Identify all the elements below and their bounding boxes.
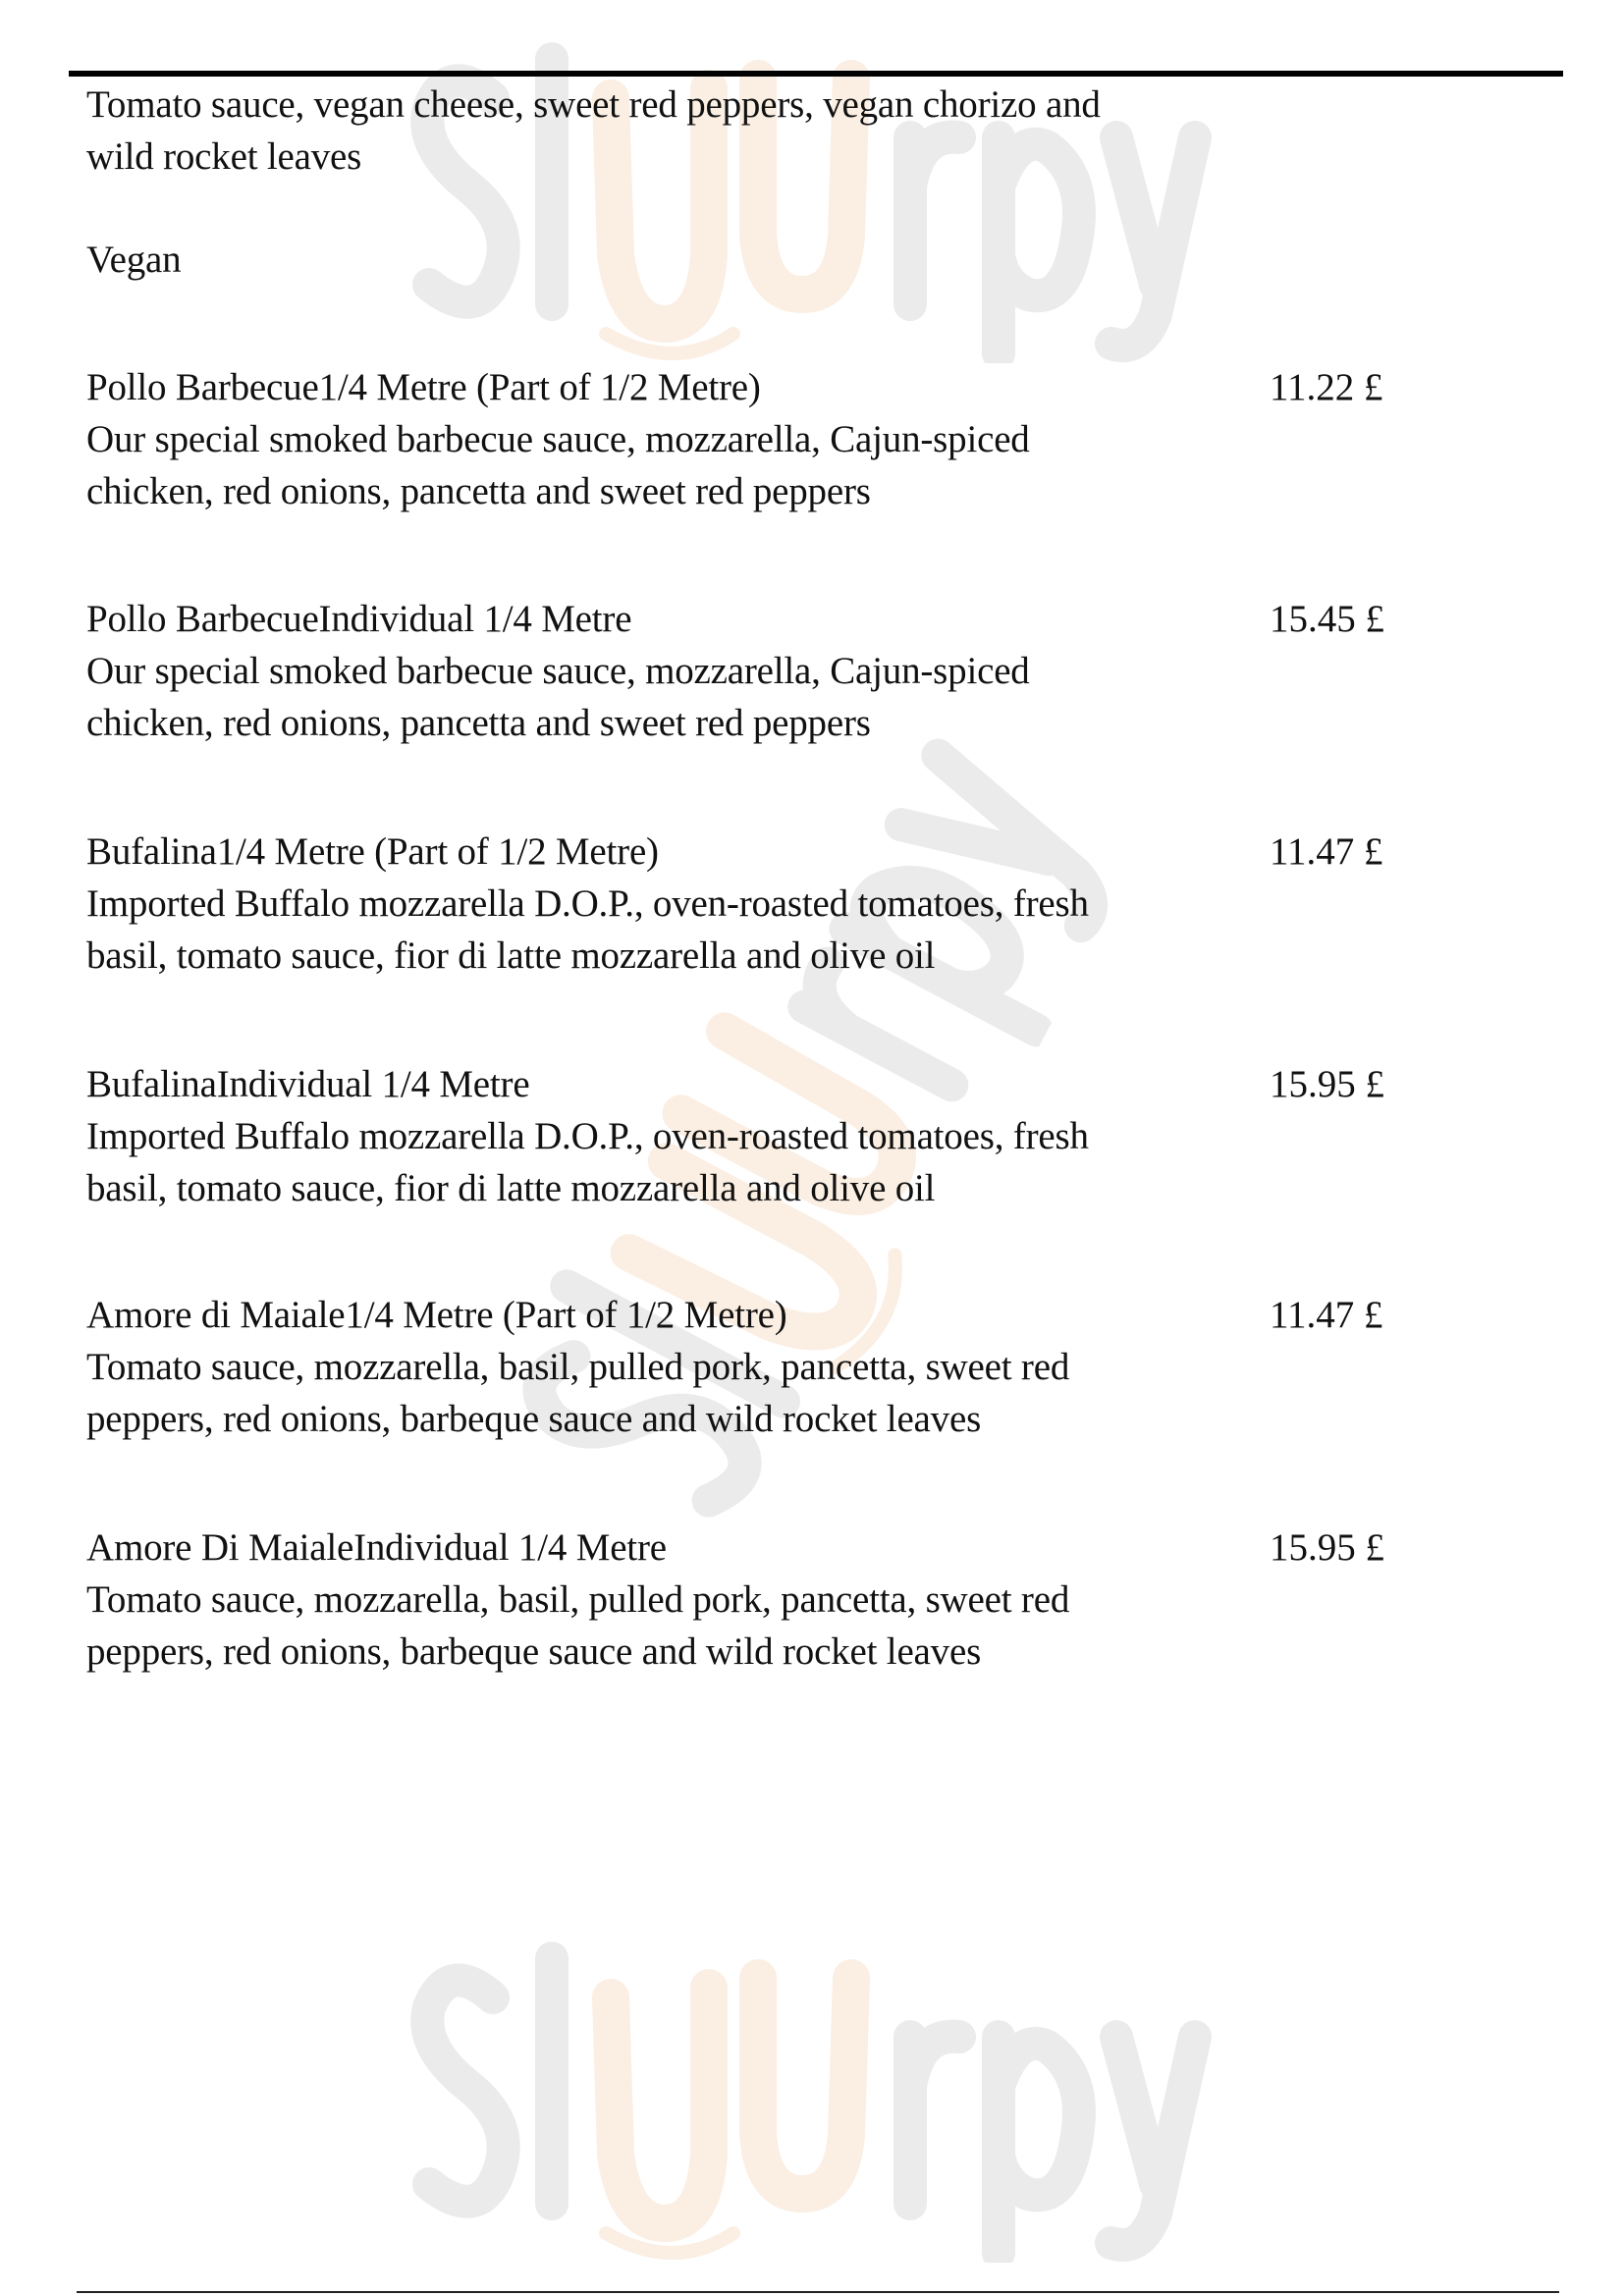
item-description-line: Imported Buffalo mozzarella D.O.P., oven-roasted tomatoes, fresh: [86, 1115, 1089, 1157]
item-description-line: chicken, red onions, pancetta and sweet red peppers: [86, 470, 871, 512]
item-price: 11.47 £: [1270, 1294, 1383, 1336]
item-description-line: basil, tomato sauce, fior di latte mozzarella and olive oil: [86, 934, 936, 977]
menu-item: [86, 361, 1245, 517]
menu-item: [86, 826, 1245, 982]
item-description-line: Our special smoked barbecue sauce, mozzarella, Cajun-spiced: [86, 418, 1030, 460]
item-description-line: chicken, red onions, pancetta and sweet red peppers: [86, 702, 871, 744]
item-price: 11.22 £: [1270, 366, 1383, 408]
description-line: wild rocket leaves: [86, 135, 362, 178]
item-price: 11.47 £: [1270, 830, 1383, 873]
item-price: 15.95 £: [1270, 1063, 1384, 1105]
menu-item: [86, 1522, 1245, 1678]
item-title: BufalinaIndividual 1/4 Metre: [86, 1063, 530, 1105]
item-title: Amore Di MaialeIndividual 1/4 Metre: [86, 1526, 667, 1569]
description-line: Tomato sauce, vegan cheese, sweet red peppers, vegan chorizo and: [86, 83, 1101, 126]
item-price: 15.45 £: [1270, 598, 1384, 640]
item-title: Pollo Barbecue1/4 Metre (Part of 1/2 Metre): [86, 366, 761, 408]
item-description-line: Tomato sauce, mozzarella, basil, pulled pork, pancetta, sweet red: [86, 1346, 1070, 1388]
sluurpy-watermark-bottom: [409, 1939, 1224, 2263]
item-description-line: Our special smoked barbecue sauce, mozzarella, Cajun-spiced: [86, 650, 1030, 692]
menu-item: [86, 593, 1245, 749]
menu-item: [86, 1058, 1245, 1214]
item-description-line: basil, tomato sauce, fior di latte mozzarella and olive oil: [86, 1167, 936, 1209]
item-title: Pollo BarbecueIndividual 1/4 Metre: [86, 598, 632, 640]
menu-item: [86, 1289, 1245, 1445]
vegan-tag: Vegan: [86, 239, 182, 281]
item-description-line: peppers, red onions, barbeque sauce and wild rocket leaves: [86, 1630, 982, 1673]
top-divider: [69, 71, 1563, 77]
item-title: Bufalina1/4 Metre (Part of 1/2 Metre): [86, 830, 659, 873]
intro-description: [86, 79, 1245, 183]
bottom-divider: [77, 2291, 1559, 2293]
item-price: 15.95 £: [1270, 1526, 1384, 1569]
item-description-line: Tomato sauce, mozzarella, basil, pulled pork, pancetta, sweet red: [86, 1578, 1070, 1621]
item-title: Amore di Maiale1/4 Metre (Part of 1/2 Metre): [86, 1294, 787, 1336]
item-description-line: peppers, red onions, barbeque sauce and wild rocket leaves: [86, 1398, 982, 1440]
item-description-line: Imported Buffalo mozzarella D.O.P., oven-roasted tomatoes, fresh: [86, 882, 1089, 925]
